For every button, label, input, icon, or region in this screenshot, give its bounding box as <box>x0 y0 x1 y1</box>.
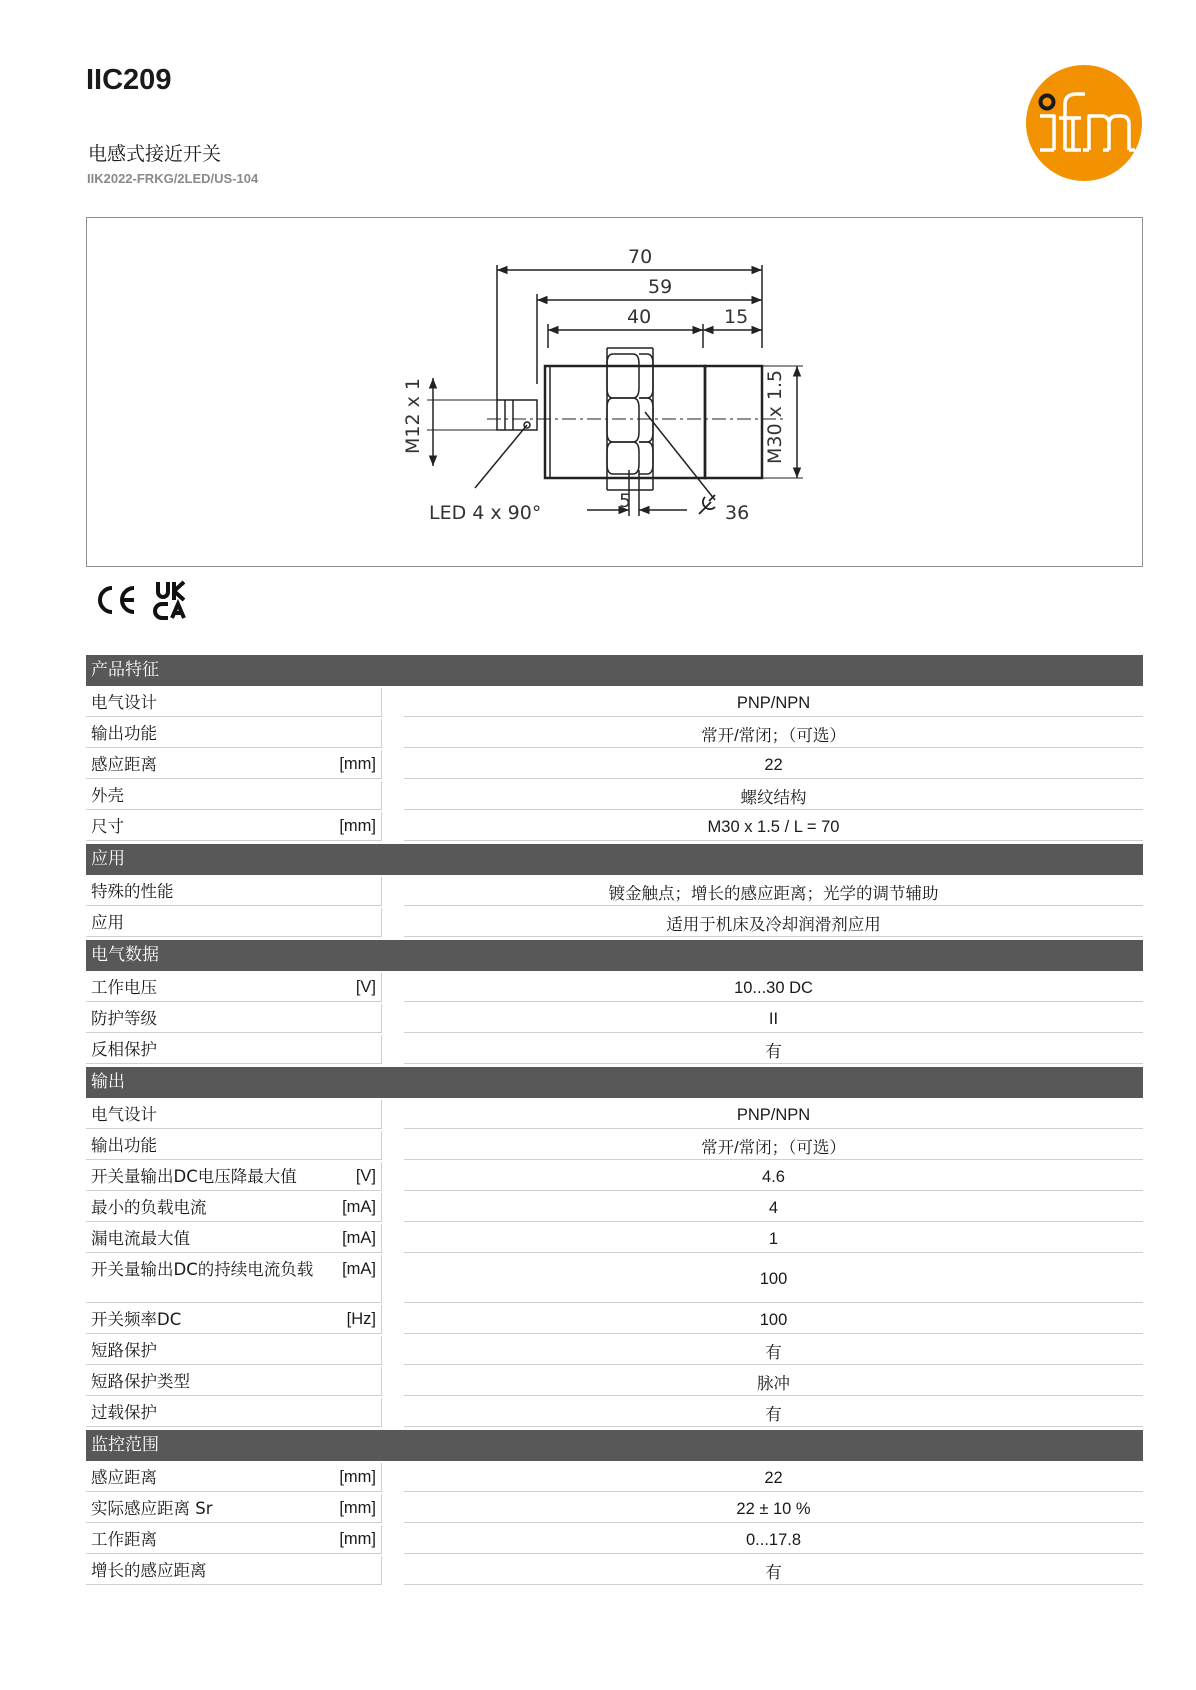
row-label: 实际感应距离 Sr <box>91 1499 213 1518</box>
product-subtitle: 电感式接近开关 <box>88 143 222 165</box>
led-label: LED 4 x 90° <box>429 502 542 524</box>
wrench-size-label: 36 <box>725 502 750 524</box>
row-label: 输出功能 <box>91 1136 157 1155</box>
row-label: 应用 <box>91 913 124 932</box>
row-value: PNP/NPN <box>404 688 1143 717</box>
dimension-drawing <box>86 217 1143 567</box>
row-value: 常开/常闭；（可选） <box>404 719 1143 748</box>
row-unit: [mA] <box>342 1198 376 1216</box>
row-label: 特殊的性能 <box>91 882 174 901</box>
row-value: 适用于机床及冷却润滑剂应用 <box>404 908 1143 937</box>
dim-59-label: 59 <box>648 276 673 298</box>
row-value: 10...30 DC <box>404 973 1143 1002</box>
table-row <box>86 877 1143 906</box>
specification-table <box>86 652 1143 1590</box>
section-header: 产品特征 <box>86 655 1143 686</box>
row-value: M30 x 1.5 / L = 70 <box>404 812 1143 841</box>
row-value: 22 <box>404 750 1143 779</box>
row-value: 镀金触点；增长的感应距离；光学的调节辅助 <box>404 877 1143 906</box>
row-label: 短路保护 <box>91 1341 157 1360</box>
row-unit: [V] <box>355 978 376 996</box>
row-value: 22 <box>404 1463 1143 1492</box>
row-label: 输出功能 <box>91 724 157 743</box>
thread-left-label: M12 x 1 <box>402 378 424 454</box>
table-row <box>86 908 1143 937</box>
ukca-mark-icon <box>155 582 184 618</box>
table-row <box>86 1367 1143 1396</box>
table-row <box>86 1131 1143 1160</box>
row-value: 0...17.8 <box>404 1525 1143 1554</box>
row-value: 1 <box>404 1224 1143 1253</box>
row-unit: [mm] <box>339 1468 376 1486</box>
table-row <box>86 1494 1143 1523</box>
table-row <box>86 1525 1143 1554</box>
product-title: IIC209 <box>86 64 172 96</box>
section-header: 电气数据 <box>86 940 1143 971</box>
row-label: 过载保护 <box>91 1403 157 1422</box>
table-row <box>86 1398 1143 1427</box>
row-value: 常开/常闭；（可选） <box>404 1131 1143 1160</box>
table-row <box>86 688 1143 717</box>
row-label: 短路保护类型 <box>91 1372 190 1391</box>
row-unit: [mm] <box>339 755 376 773</box>
row-value: 脉冲 <box>404 1367 1143 1396</box>
row-value: 100 <box>404 1305 1143 1334</box>
table-row <box>86 1305 1143 1334</box>
row-value: 螺纹结构 <box>404 781 1143 810</box>
row-value: 22 ± 10 % <box>404 1494 1143 1523</box>
row-label: 感应距离 <box>91 1468 157 1487</box>
table-row <box>86 719 1143 748</box>
row-value: 有 <box>404 1398 1143 1427</box>
row-value: 有 <box>404 1556 1143 1585</box>
section-header: 监控范围 <box>86 1430 1143 1461</box>
section-header: 输出 <box>86 1067 1143 1098</box>
wrench-icon <box>699 495 715 514</box>
table-row <box>86 812 1143 841</box>
row-label: 反相保护 <box>91 1040 157 1059</box>
section-header: 应用 <box>86 844 1143 875</box>
row-label: 电气设计 <box>91 1105 157 1124</box>
thread-right-label: M30 x 1.5 <box>764 369 786 464</box>
row-label: 工作电压 <box>91 978 157 997</box>
ce-mark-icon <box>100 588 134 612</box>
row-label: 漏电流最大值 <box>91 1229 190 1248</box>
dim-40-label: 40 <box>627 306 652 328</box>
table-row <box>86 1255 1143 1303</box>
article-number: IIK2022-FRKG/2LED/US-104 <box>87 171 259 186</box>
row-label: 开关频率DC <box>91 1310 182 1329</box>
row-unit: [mm] <box>339 817 376 835</box>
row-value: 有 <box>404 1035 1143 1064</box>
table-row <box>86 1162 1143 1191</box>
row-value: PNP/NPN <box>404 1100 1143 1129</box>
row-unit: [mA] <box>342 1260 376 1278</box>
row-label: 开关量输出DC的持续电流负载 <box>91 1260 314 1279</box>
table-row <box>86 1100 1143 1129</box>
dim-70-label: 70 <box>628 246 653 268</box>
table-row <box>86 1004 1143 1033</box>
row-value: 有 <box>404 1336 1143 1365</box>
table-row <box>86 1193 1143 1222</box>
row-label: 尺寸 <box>91 817 124 836</box>
certification-marks <box>92 578 202 622</box>
dim-15-label: 15 <box>724 306 749 328</box>
row-unit: [V] <box>355 1167 376 1185</box>
table-row <box>86 1463 1143 1492</box>
table-row <box>86 1336 1143 1365</box>
row-label: 感应距离 <box>91 755 157 774</box>
row-value: 4.6 <box>404 1162 1143 1191</box>
row-label: 工作距离 <box>91 1530 157 1549</box>
row-label: 防护等级 <box>91 1009 157 1028</box>
table-row <box>86 1224 1143 1253</box>
table-row <box>86 1035 1143 1064</box>
row-label: 最小的负载电流 <box>91 1198 207 1217</box>
table-row <box>86 973 1143 1002</box>
table-row <box>86 1556 1143 1585</box>
row-unit: [mm] <box>339 1530 376 1548</box>
row-label: 开关量输出DC电压降最大值 <box>91 1167 297 1186</box>
row-label: 增长的感应距离 <box>91 1561 207 1580</box>
row-label: 外壳 <box>91 786 124 805</box>
row-unit: [Hz] <box>346 1310 376 1328</box>
ifm-logo <box>1025 64 1143 182</box>
row-unit: [mm] <box>339 1499 376 1517</box>
row-value: II <box>404 1004 1143 1033</box>
row-label: 电气设计 <box>91 693 157 712</box>
row-value: 4 <box>404 1193 1143 1222</box>
table-row <box>86 750 1143 779</box>
table-row <box>86 781 1143 810</box>
row-unit: [mA] <box>342 1229 376 1247</box>
row-value: 100 <box>404 1255 1143 1303</box>
dim-5-label: 5 <box>619 490 632 512</box>
